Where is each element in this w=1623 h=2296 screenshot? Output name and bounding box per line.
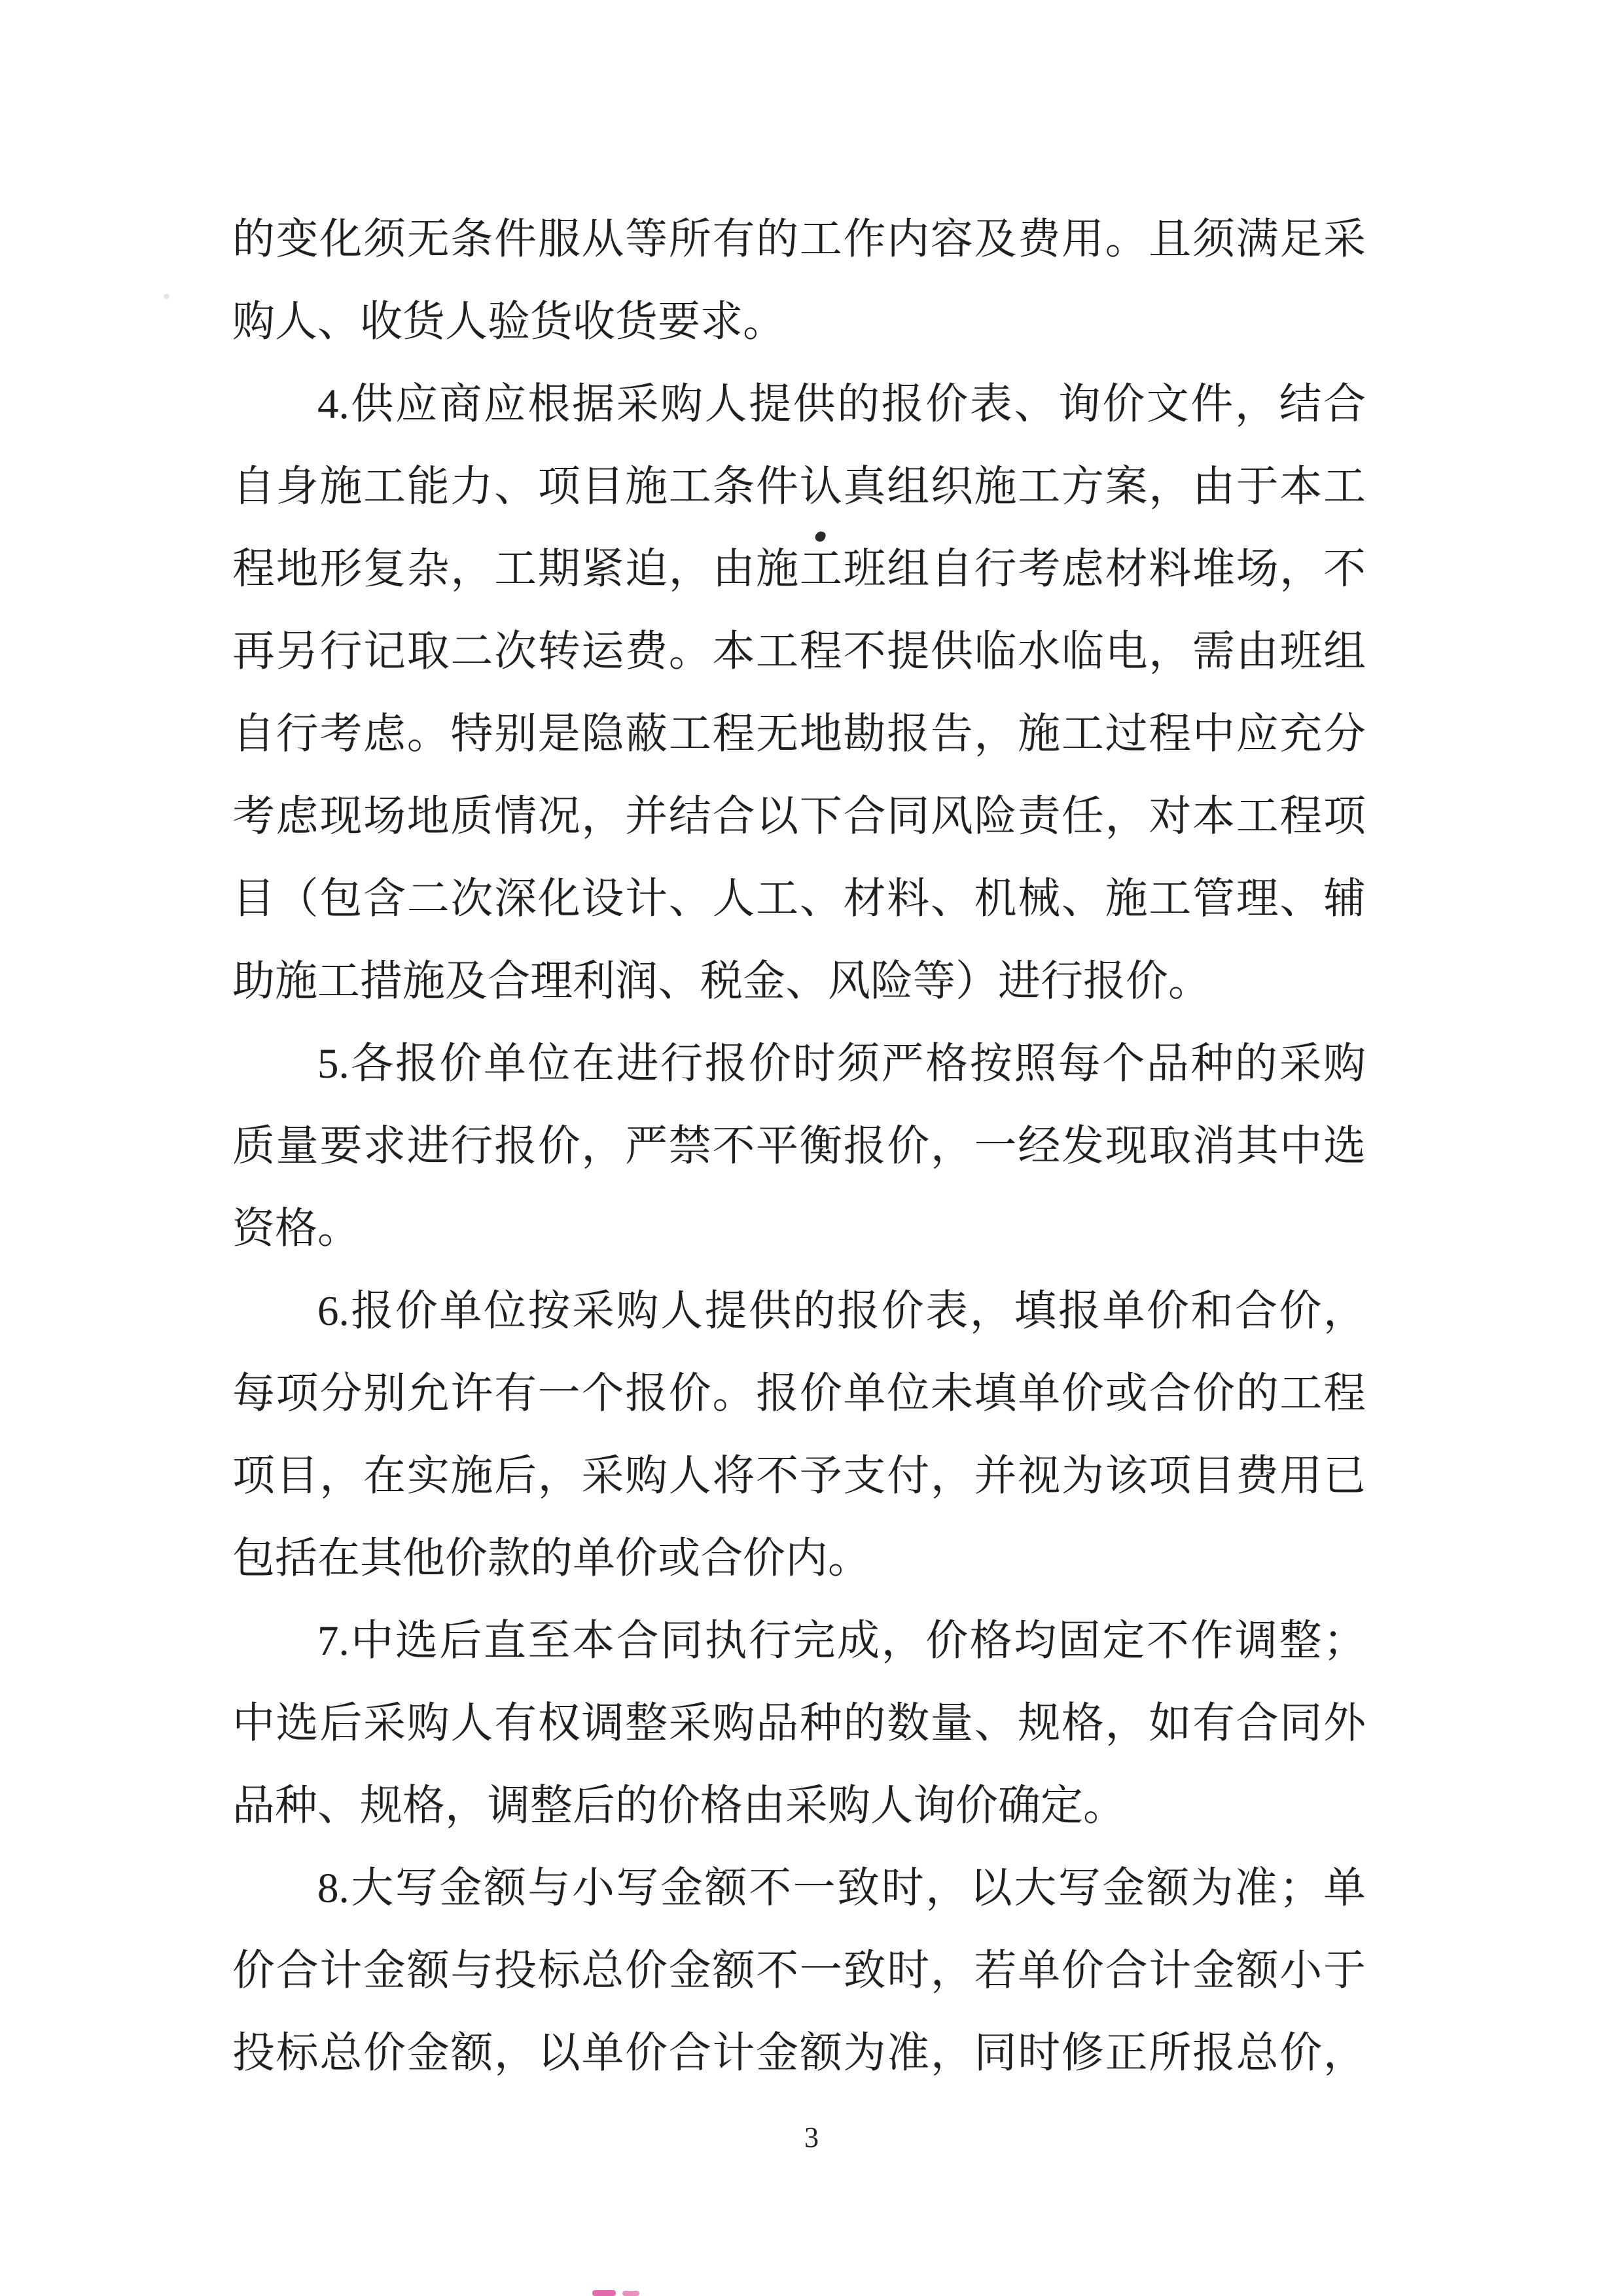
text-line: 中选后采购人有权调整采购品种的数量、规格，如有合同外 [232, 1700, 1366, 1747]
text-line: 8.大写金额与小写金额不一致时，以大写金额为准；单 [317, 1865, 1366, 1912]
faint-dot-artifact [164, 294, 169, 299]
text-line: 购人、收货人验货收货要求。 [232, 298, 786, 345]
text-line: 6.报价单位按采购人提供的报价表，填报单价和合价， [317, 1288, 1366, 1335]
text-line: 再另行记取二次转运费。本工程不提供临水临电，需由班组 [232, 628, 1366, 675]
text-line: 项目，在实施后，采购人将不予支付，并视为该项目费用已 [232, 1453, 1366, 1500]
body-text [232, 198, 1366, 2094]
text-line: 质量要求进行报价，严禁不平衡报价，一经发现取消其中选 [232, 1123, 1366, 1170]
text-line: 投标总价金额，以单价合计金额为准，同时修正所报总价， [232, 2030, 1366, 2077]
text-line: 品种、规格，调整后的价格由采购人询价确定。 [232, 1782, 1126, 1829]
text-line: 自行考虑。特别是隐蔽工程无地勘报告，施工过程中应充分 [232, 711, 1366, 758]
text-line: 包括在其他价款的单价或合价内。 [232, 1535, 871, 1582]
text-line: 目（包含二次深化设计、人工、材料、机械、施工管理、辅 [232, 875, 1366, 923]
text-line: 7.中选后直至本合同执行完成，价格均固定不作调整； [317, 1617, 1366, 1665]
text-line: 每项分别允许有一个报价。报价单位未填单价或合价的工程 [232, 1370, 1366, 1417]
text-line: 考虑现场地质情况，并结合以下合同风险责任，对本工程项 [232, 793, 1366, 840]
page-number: 3 [804, 2121, 819, 2153]
text-line: 自身施工能力、项目施工条件认真组织施工方案，由于本工 [232, 463, 1366, 510]
text-line: 资格。 [232, 1205, 361, 1252]
text-line: 的变化须无条件服从等所有的工作内容及费用。且须满足采 [232, 216, 1366, 263]
text-line: 价合计金额与投标总价金额不一致时，若单价合计金额小于 [232, 1947, 1366, 1994]
text-line: 5.各报价单位在进行报价时须严格按照每个品种的采购 [317, 1040, 1366, 1087]
text-line: 助施工措施及合理利润、税金、风险等）进行报价。 [232, 958, 1211, 1005]
text-line: 程地形复杂，工期紧迫，由施工班组自行考虑材料堆场，不 [232, 546, 1366, 593]
text-line: 4.供应商应根据采购人提供的报价表、询价文件，结合 [317, 381, 1366, 428]
